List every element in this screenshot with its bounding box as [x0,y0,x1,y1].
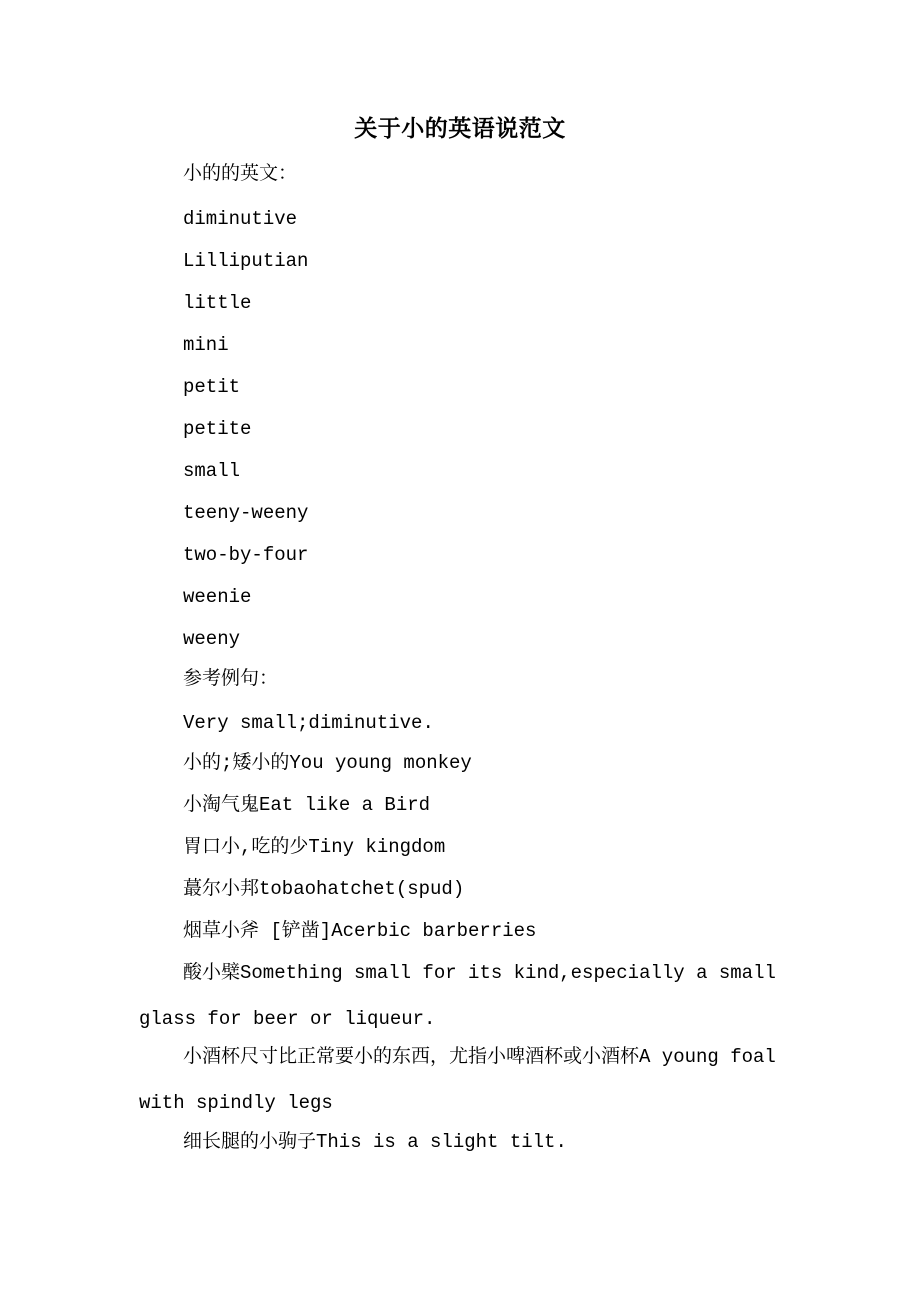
example-sentence: 酸小檗Something small for its kind,especially a small glass for beer or liqueur. [139,962,776,1030]
word-item: teeny-weeny [183,502,309,524]
word-item: small [183,460,241,482]
example-sentence: Very small;diminutive. [183,712,434,734]
word-item: two-by-four [183,544,309,566]
heading-example-sentences: 参考例句： [183,668,279,690]
example-sentence: 细长腿的小驹子This is a slight tilt. [183,1131,567,1153]
word-item: petit [183,376,241,398]
example-sentence: 胃口小,吃的少Tiny kingdom [183,836,446,858]
heading-english-words: 小的的英文： [183,163,298,185]
word-item: mini [183,334,229,356]
example-sentence: 小酒杯尺寸比正常要小的东西，尤指小啤酒杯或小酒杯A young foal with spindly legs [139,1046,776,1114]
example-sentence: 小淘气鬼Eat like a Bird [183,794,431,816]
example-sentence: 蕞尔小邦tobaohatchet(spud) [183,878,465,900]
word-item: diminutive [183,208,298,230]
example-sentence: 烟草小斧 [铲凿]Acerbic barberries [183,920,537,942]
example-sentence: 小的;矮小的You young monkey [183,752,472,774]
document-title: 关于小的英语说范文 [354,115,566,142]
word-item: weeny [183,628,241,650]
word-item: little [183,292,252,314]
word-item: Lilliputian [183,250,309,272]
word-item: petite [183,418,252,440]
word-item: weenie [183,586,252,608]
